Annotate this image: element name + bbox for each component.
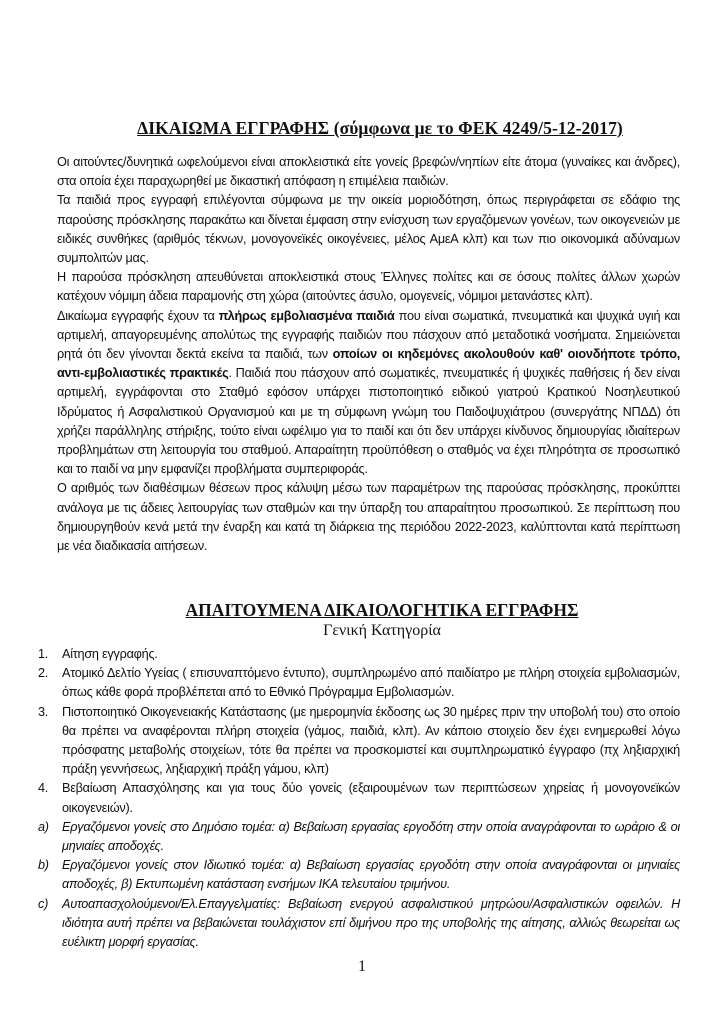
list-item-text: Εργαζόμενοι γονείς στον Ιδιωτικό τομέα: α) Βεβαίωση εργασίας εργοδότη στην οποία αναγράφονται οι μηνιαίες αποδοχές, β) Εκτυπωμένη κατάσταση ενσήμων ΙΚΑ τελευταίου τριμήνου. <box>62 858 680 892</box>
list-item <box>38 645 680 664</box>
list-item-text: Βεβαίωση Απασχόλησης και για τους δύο γονείς (εξαιρουμένων των περιπτώσεων χηρείας ή μονογονεϊκών οικογενειών). <box>62 781 680 815</box>
list-item <box>38 703 680 780</box>
list-item-subitem <box>38 856 680 894</box>
list-item-text: Ατομικό Δελτίο Υγείας ( επισυναπτόμενο έντυπο), συμπληρωμένο από παιδίατρο με πλήρη στοιχεία εμβολιασμών, όπως κάθε φορά προβλέπεται από το Εθνικό Πρόγραμμα Εμβολιασμών. <box>62 666 680 700</box>
vaccination-text-part2: που είναι σωματικά, πνευματικά και ψυχικά υγιή και αρτιμελή, απαγορευμένης απολύτως της εγγραφής παιδιών που πάσχουν από μεταδοτικά νοσήματα. Σημειώνεται ρητά ότι δεν γίνονται δεκτά εκείνα τα παιδιά, των <box>57 308 680 362</box>
list-marker: c) <box>38 896 49 911</box>
vaccination-text-part3: . Παιδιά που πάσχουν από σωματικές, πνευματικές ή ψυχικές παθήσεις ή δεν είναι αρτιμελή, εγγράφονται στο Σταθμό εφόσον υπάρχει πιστοποιητικό ειδικού γιατρού Κρατικού Νοσηλευτικού Ιδρύματος ή Ασφαλιστικού Οργανισμού και με τη σύμφωνη γνώμη του Παιδοψυχιάτρου (συνεργάτης ΝΠΔΔ) ότι χρήζει παράλληλης στήριξης, τούτο είναι ωφέλιμο για το παιδί και ότι δεν υπάρχει κίνδυνος δημιουργίας ιδιαίτερων προβλημάτων στη λειτουργία του σταθμού. Απαραίτητη προϋπόθεση ο σταθμός να έχει πληρότητα σε προσωπικό και το παιδί να μην εμφανίζει προβλήματα συμπεριφοράς. <box>57 366 680 477</box>
paragraph-citizenship: Η παρούσα πρόσκληση απευθύνεται αποκλειστικά στους Έλληνες πολίτες και σε όσους πολίτες άλλων χωρών κατέχουν νόμιμη άδεια παραμονής στη χώρα (αιτούντες άσυλο, ομογενείς, νόμιμοι μετανάστες κλπ). <box>57 270 680 304</box>
list-marker: 3. <box>38 704 49 719</box>
list-item-subitem <box>38 895 680 953</box>
paragraph-available-positions: Ο αριθμός των διαθέσιμων θέσεων προς κάλυψη μέσω των παραμέτρων της παρούσας πρόσκλησης, προκύπτει ανάλογα με τις άδειες λειτουργίας των σταθμών και την ύπαρξη του απαραίτητου προσωπικού. Σε περίπτωση που δημιουργηθούν κενά μετά την έναρξη και κατά τη διάρκεια της περιόδου 2022-2023, καλύπτονται κατά περίπτωση με νέα διαδικασία αιτήσεων. <box>57 481 680 554</box>
vaccination-text-part1: Δικαίωμα εγγραφής έχουν τα <box>57 308 219 323</box>
list-marker: a) <box>38 819 49 834</box>
list-item <box>38 779 680 817</box>
section-title-required-documents: ΑΠΑΙΤΟΥΜΕΝΑ ΔΙΚΑΙΟΛΟΓΗΤΙΚΑ ΕΓΓΡΑΦΗΣ <box>185 600 579 620</box>
list-item-text: Αίτηση εγγραφής. <box>62 647 158 661</box>
list-item <box>38 664 680 702</box>
list-marker: 2. <box>38 666 49 681</box>
paragraph-eligible-applicants: Οι αιτούντες/δυνητικά ωφελούμενοι είναι αποκλειστικά είτε γονείς βρεφών/νηπίων είτε άτομα (γυναίκες και άνδρες), στα οποία έχει παραχωρηθεί με δικαστική απόφαση η επιμέλεια παιδιών. <box>57 155 680 189</box>
list-marker: 4. <box>38 781 49 796</box>
page-number: 1 <box>358 958 366 975</box>
list-marker: 1. <box>38 647 49 661</box>
list-marker: b) <box>38 858 49 873</box>
enrollment-right-body <box>57 153 680 556</box>
required-documents-list <box>38 645 680 952</box>
section-title-enrollment-right: ΔΙΚΑΙΩΜΑ ΕΓΓΡΑΦΗΣ (σύμφωνα με το ΦΕΚ 4249/5-12-2017) <box>137 118 623 138</box>
section-subtitle-general-category: Γενική Κατηγορία <box>323 622 441 639</box>
vaccination-bold-fully-vaccinated: πλήρως εμβολιασμένα παιδιά <box>218 308 395 323</box>
vaccination-bold-anti-vax: οποίων οι κηδεμόνες ακολουθούν καθ' οιονδήποτε τρόπο, αντι-εμβολιαστικές πρακτικές <box>57 347 680 381</box>
list-item-text: Πιστοποιητικό Οικογενειακής Κατάστασης (με ημερομηνία έκδοσης ως 30 ημέρες πριν την υποβολή του) στο οποίο θα πρέπει να αναφέρονται πλήρη στοιχεία (γάμος, παιδιά, κλπ). Αν κάποιο στοιχείο δεν έχει ενημερωθεί λόγω πρόσφατης μεταβολής στοιχείων, τότε θα πρέπει να προσκομιστεί και συμπληρωματικό έγγραφο (πχ ληξιαρχική πράξη γεννήσεως, ληξιαρχική πράξη γάμου, κλπ) <box>62 704 680 777</box>
list-item-text: Αυτοαπασχολούμενοι/Ελ.Επαγγελματίες: Βεβαίωση ενεργού ασφαλιστικού μητρώου/Ασφαλιστικών οφειλών. Η ιδιότητα αυτή πρέπει να βεβαιώνεται τουλάχιστον επί διμήνου προ της υποβολής της αίτησης, αλλιώς θεωρείται ως ευέλικτη μορφή εργασίας. <box>62 896 680 950</box>
list-item-text: Εργαζόμενοι γονείς στο Δημόσιο τομέα: α) Βεβαίωση εργασίας εργοδότη στην οποία αναγράφονται το ωράριο & οι μηνιαίες αποδοχές. <box>62 819 680 854</box>
paragraph-selection-criteria: Τα παιδιά προς εγγραφή επιλέγονται σύμφωνα με την οικεία μοριοδότηση, όπως περιγράφεται σε εδάφιο της παρούσης πρόσκλησης παρακάτω και δίνεται έμφαση στην ενίσχυση των εργαζόμενων γονέων, των οικογενειών με ειδικές συνθήκες (αριθμός τέκνων, μονογονεϊκές οικογένειες, μέλος ΑμεΑ κλπ) και των πιο οικονομικά αδύναμων συμπολιτών μας. <box>57 193 680 266</box>
list-item-subitem <box>38 818 680 856</box>
paragraph-vaccination-health <box>57 307 680 480</box>
